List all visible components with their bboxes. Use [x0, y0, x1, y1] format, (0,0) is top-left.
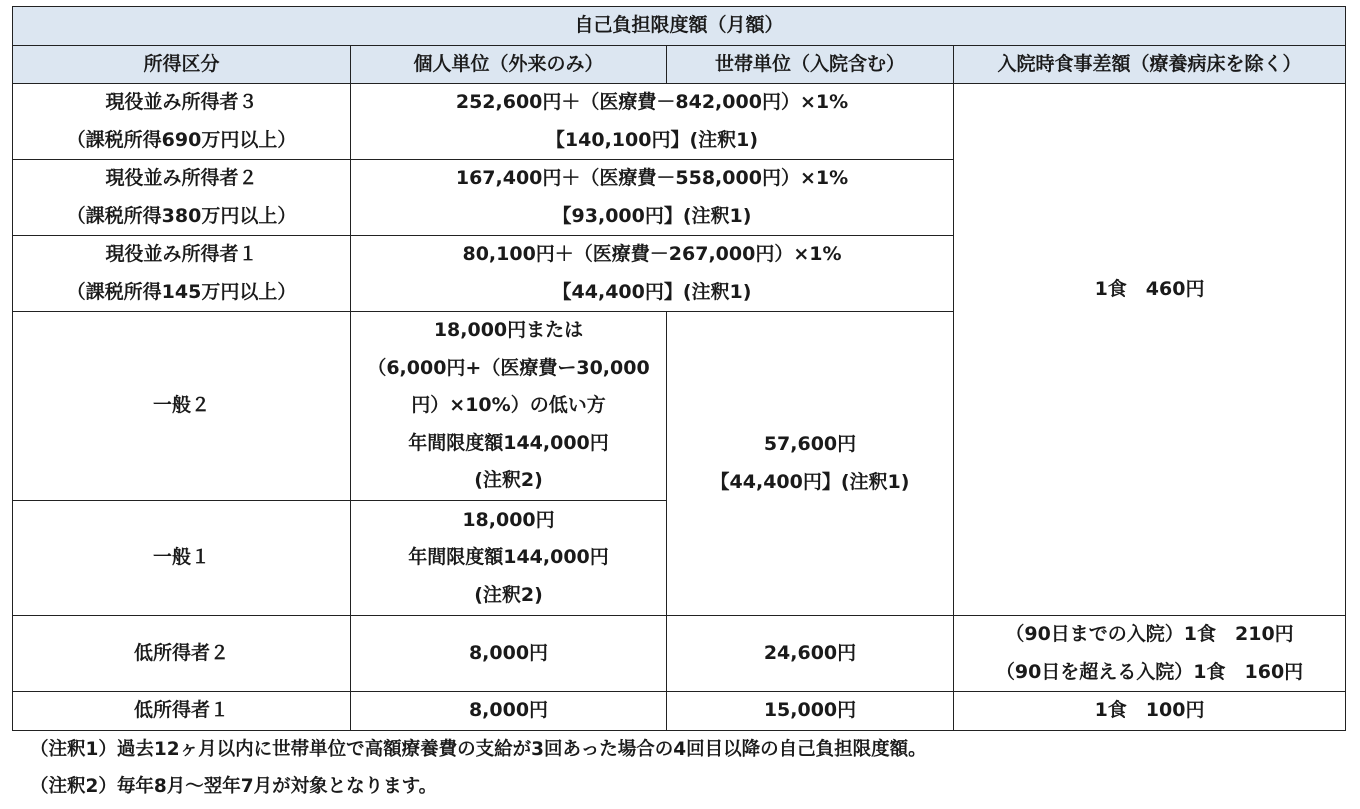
category-name: 現役並み所得者２ [105, 167, 258, 189]
header-household: 世帯単位（入院含む） [667, 45, 954, 84]
category-cell: 低所得者１ [13, 692, 351, 731]
meal-cell [954, 616, 1346, 692]
category-income: （課税所得380万円以上） [66, 204, 297, 227]
header-category: 所得区分 [13, 45, 351, 84]
household-limit-cell [667, 312, 954, 616]
limit-formula: 252,600円＋（医療費－842,000円）×1% [455, 91, 849, 113]
category-cell: 一般１ [13, 501, 351, 616]
household-limit-value: 57,600円 [763, 433, 857, 455]
individual-limit-cell [351, 501, 667, 616]
category-income: （課税所得145万円以上） [66, 280, 297, 303]
header-individual: 個人単位（外来のみ） [351, 45, 667, 84]
individual-limit-line: (注釈2) [474, 469, 543, 492]
limit-formula: 167,400円＋（医療費－558,000円）×1% [455, 167, 849, 189]
category-cell [13, 160, 351, 236]
table-row [13, 84, 1346, 160]
category-name: 現役並み所得者１ [105, 243, 258, 265]
limit-formula-cell [351, 236, 954, 312]
limit-multiple: 【140,100円】(注釈1) [545, 128, 759, 151]
individual-limit-cell: 8,000円 [351, 616, 667, 692]
meal-cell: 1食 100円 [954, 692, 1346, 731]
individual-limit-line: 18,000円 [462, 508, 555, 531]
category-cell: 一般２ [13, 312, 351, 501]
table-row [13, 616, 1346, 692]
individual-limit-line: 年間限度額144,000円 [408, 431, 609, 454]
household-limit-multiple: 【44,400円】(注釈1) [710, 470, 910, 493]
limit-multiple: 【93,000円】(注釈1) [552, 204, 752, 227]
footnote-1: （注釈1）過去12ヶ月以内に世帯単位で高額療養費の支給が3回あった場合の4回目以降の自己負担限度額。 [30, 739, 927, 760]
header-meal: 入院時食事差額（療養病床を除く） [954, 45, 1346, 84]
individual-limit-line: (注釈2) [474, 583, 543, 606]
limit-formula: 80,100円＋（医療費－267,000円）×1% [462, 243, 842, 265]
category-name: 現役並み所得者３ [105, 91, 258, 113]
meal-line: （90日を超える入院）1食 160円 [995, 660, 1304, 683]
category-cell [13, 84, 351, 160]
individual-limit-line: 18,000円または [433, 319, 584, 342]
copay-limit-table [12, 6, 1346, 731]
individual-limit-line: 年間限度額144,000円 [408, 546, 609, 569]
meal-general-value: 1食 460円 [1094, 277, 1205, 300]
table-row [13, 692, 1346, 731]
meal-general-cell [954, 84, 1346, 616]
individual-limit-cell: 8,000円 [351, 692, 667, 731]
footnote-2: （注釈2）毎年8月～翌年7月が対象となります。 [30, 776, 438, 797]
meal-line: （90日までの入院）1食 210円 [1005, 623, 1294, 645]
category-cell [13, 236, 351, 312]
individual-limit-line: 円）×10%）の低い方 [411, 394, 606, 417]
individual-limit-cell [351, 312, 667, 501]
household-limit-cell: 15,000円 [667, 692, 954, 731]
category-income: （課税所得690万円以上） [66, 128, 297, 151]
limit-formula-cell [351, 84, 954, 160]
limit-multiple: 【44,400円】(注釈1) [552, 280, 752, 303]
category-cell: 低所得者２ [13, 616, 351, 692]
household-limit-cell: 24,600円 [667, 616, 954, 692]
limit-formula-cell [351, 160, 954, 236]
table-title: 自己負担限度額（月額） [13, 7, 1346, 46]
individual-limit-line: （6,000円+（医療費ー30,000 [367, 356, 650, 379]
